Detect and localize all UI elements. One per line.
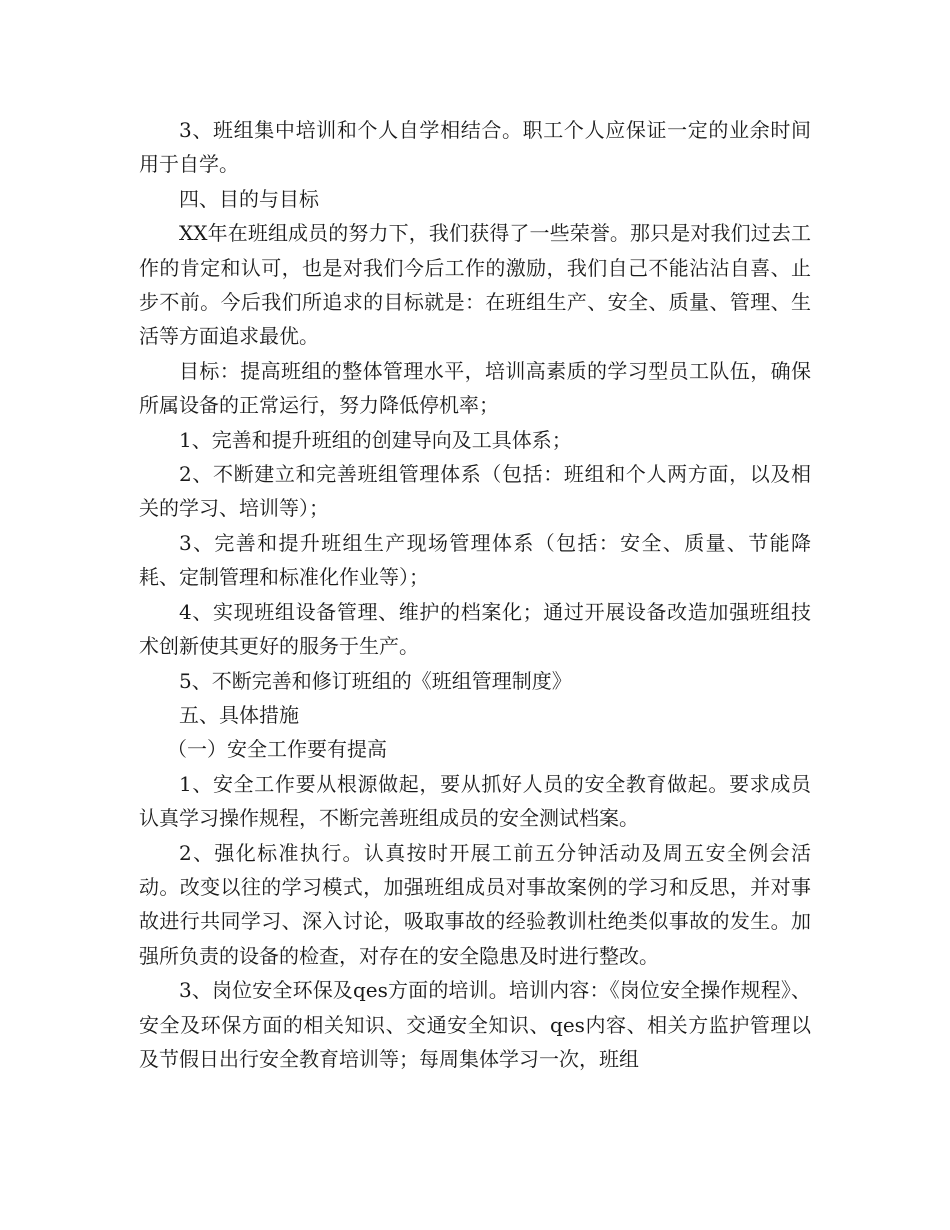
goal-item-2: 2、不断建立和完善班组管理体系（包括：班组和个人两方面，以及相关的学习、培训等）；	[139, 462, 811, 521]
goal-item-4: 4、实现班组设备管理、维护的档案化；通过开展设备改造加强班组技术创新使其更好的服务于生产。	[139, 599, 811, 659]
document-body	[139, 113, 811, 1076]
subsection-heading-safety: （一）安全工作要有提高	[167, 737, 387, 762]
paragraph-objective: 目标：提高班组的整体管理水平，培训高素质的学习型员工队伍，确保所属设备的正常运行，努力降低停机率；	[139, 358, 811, 418]
section-heading-goals: 四、目的与目标	[179, 186, 319, 211]
measure-item-1: 1、安全工作要从根源做起，要从抓好人员的安全教育做起。要求成员认真学习操作规程，不断完善班组成员的安全测试档案。	[139, 771, 811, 831]
goal-item-1: 1、完善和提升班组的创建导向及工具体系；	[179, 427, 572, 452]
section-heading-measures: 五、具体措施	[179, 702, 299, 727]
goal-item-3: 3、完善和提升班组生产现场管理体系（包括：安全、质量、节能降耗、定制管理和标准化作业等）；	[139, 530, 811, 590]
measure-item-3: 3、岗位安全环保及qes方面的培训。培训内容：《岗位安全操作规程》、安全及环保方面的相关知识、交通安全知识、qes内容、相关方监护管理以及节假日出行安全教育培训等；每周集体学习一次，班组	[139, 978, 811, 1071]
paragraph-training-combination: 3、班组集中培训和个人自学相结合。职工个人应保证一定的业余时间用于自学。	[139, 118, 811, 177]
measure-item-2: 2、强化标准执行。认真按时开展工前五分钟活动及周五安全例会活动。改变以往的学习模式，加强班组成员对事故案例的学习和反思，并对事故进行共同学习、深入讨论，吸取事故的经验教训杜绝类似事故的发生。加强所负责的设备的检查，对存在的安全隐患及时进行整改。	[139, 840, 811, 968]
goal-item-5: 5、不断完善和修订班组的《班组管理制度》	[179, 668, 572, 693]
paragraph-honors: XX年在班组成员的努力下，我们获得了一些荣誉。那只是对我们过去工作的肯定和认可，也是对我们今后工作的激励，我们自己不能沾沾自喜、止步不前。今后我们所追求的目标就是：在班组生产、安全、质量、管理、生活等方面追求最优。	[139, 221, 811, 349]
